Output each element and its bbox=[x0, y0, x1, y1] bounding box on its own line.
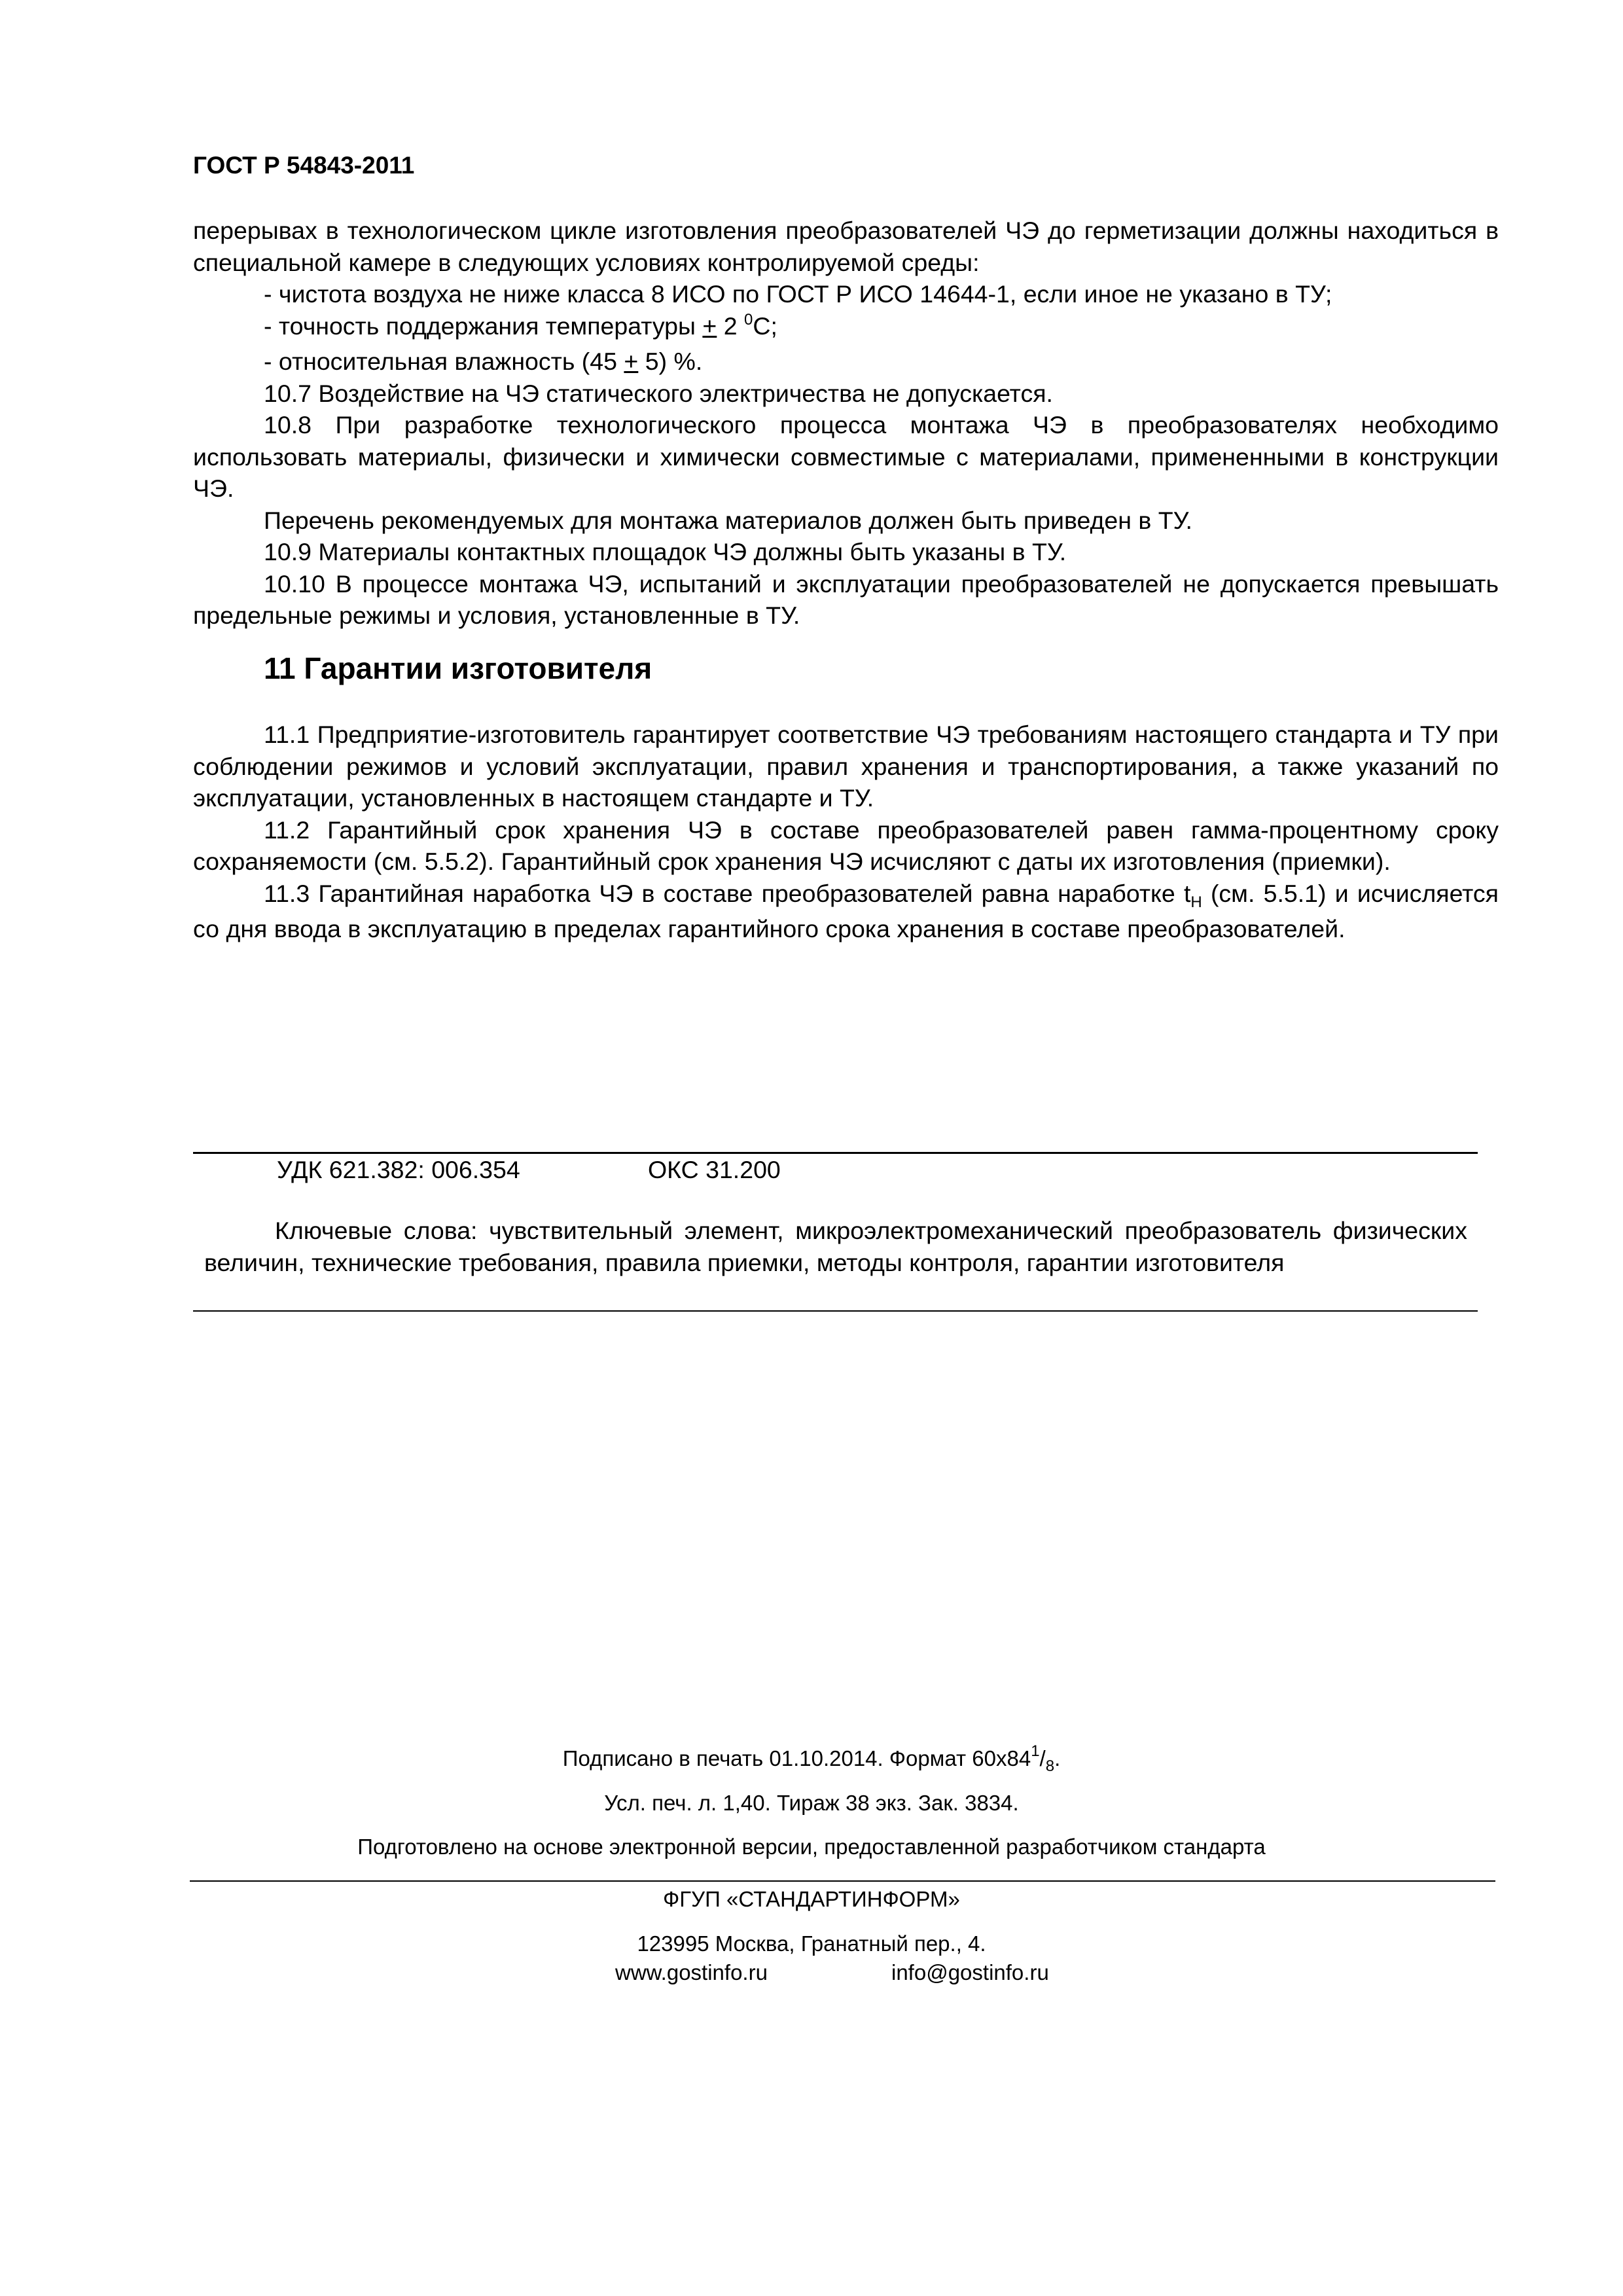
imprint-print-run: Усл. печ. л. 1,40. Тираж 38 экз. Зак. 3834. bbox=[604, 1791, 1019, 1815]
clause-11-3: 11.3 Гарантийная наработка ЧЭ в составе преобразователей равна наработке $t_Н$ (см. 5.5.1) и исчисляется со дня ввода в эксплуатацию в пределах гарантийного срока хранения в составе преобразователей. bbox=[193, 879, 1499, 942]
imprint-address: 123995 Москва, Гранатный пер., 4. bbox=[637, 1931, 986, 1956]
udk-code: УДК 621.382: 006.354 bbox=[277, 1156, 520, 1183]
bullet-humidity: - относительная влажность (45 + 5) %. bbox=[264, 348, 703, 375]
section-11-body bbox=[193, 719, 1499, 945]
bullet-air-purity: - чистота воздуха не ниже класса 8 ИСО по ГОСТ Р ИСО 14644-1, если иное не указано в ТУ; bbox=[264, 280, 1332, 308]
bullet-temperature: - точность поддержания температуры + 2 $^0$С; bbox=[264, 310, 777, 340]
publisher-website-link[interactable]: www.gostinfo.ru bbox=[615, 1960, 768, 1984]
clause-10-8-materials: Перечень рекомендуемых для монтажа материалов должен быть приведен в ТУ. bbox=[264, 506, 1192, 534]
keywords-block bbox=[204, 1215, 1467, 1278]
clause-10-8: 10.8 При разработке технологического процесса монтажа ЧЭ в преобразователях необходимо использовать материалы, физически и химически совместимые с материалами, примененными в конструкции ЧЭ. bbox=[193, 411, 1499, 502]
paragraph-clean-room: перерывах в технологическом цикле изготовления преобразователей ЧЭ до герметизации должны находиться в специальной камере в следующих условиях контролируемой среды: bbox=[193, 217, 1499, 276]
publisher-email-link[interactable]: info@gostinfo.ru bbox=[891, 1960, 1049, 1984]
clause-11-2: 11.2 Гарантийный срок хранения ЧЭ в составе преобразователей равен гамма-процентному сроку сохраняемости (см. 5.5.2). Гарантийный срок хранения ЧЭ исчисляют с даты их изготовления (приемки). bbox=[193, 816, 1499, 875]
clause-10-10: 10.10 В процессе монтажа ЧЭ, испытаний и эксплуатации преобразователей не допускается превышать предельные режимы и условия, установленные в ТУ. bbox=[193, 569, 1499, 629]
section-10-continuation bbox=[193, 215, 1499, 632]
oks-code: ОКС 31.200 bbox=[648, 1156, 781, 1183]
imprint-divider bbox=[190, 1880, 1495, 1882]
imprint-signed: Подписано в печать 01.10.2014. Формат $60х84^1/_8$. bbox=[562, 1742, 1061, 1775]
keywords-text: Ключевые слова: чувствительный элемент, микроэлектромеханический преобразователь физических величин, технические требования, правила приемки, методы контроля, гарантии изготовителя bbox=[204, 1217, 1467, 1276]
imprint-prepared: Подготовлено на основе электронной версии, предоставленной разработчиком стандарта bbox=[357, 1835, 1266, 1859]
clause-11-1: 11.1 Предприятие-изготовитель гарантирует соответствие ЧЭ требованиям настоящего стандарта и ТУ при соблюдении режимов и условий эксплуатации, правил хранения и транспортирования, а также указаний по эксплуатации, установленных в настоящем стандарте и ТУ. bbox=[193, 721, 1499, 812]
clause-10-9: 10.9 Материалы контактных площадок ЧЭ должны быть указаны в ТУ. bbox=[264, 538, 1067, 565]
section-11-title: 11 Гарантии изготовителя bbox=[264, 651, 652, 685]
imprint-publisher: ФГУП «СТАНДАРТИНФОРМ» bbox=[663, 1887, 960, 1911]
page-header-standard-code: ГОСТ Р 54843-2011 bbox=[193, 152, 415, 179]
clause-10-7: 10.7 Воздействие на ЧЭ статического электричества не допускается. bbox=[264, 379, 1053, 407]
classification-bottom-divider bbox=[193, 1310, 1478, 1312]
